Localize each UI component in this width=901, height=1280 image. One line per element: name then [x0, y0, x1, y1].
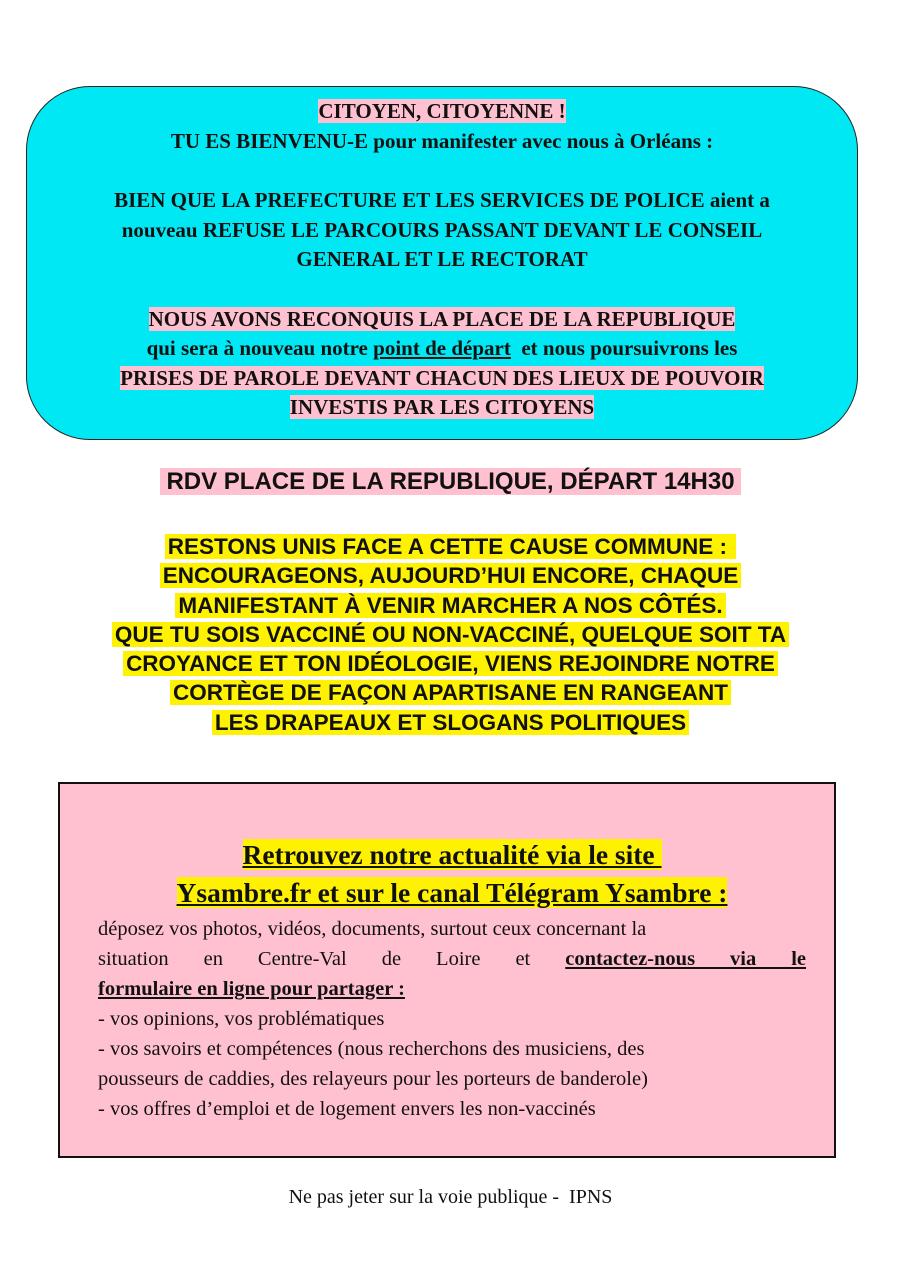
reconquis-line-2 — [27, 334, 857, 364]
unite-line-6: CORTÈGE DE FAÇON APARTISANE EN RANGEANT — [170, 680, 731, 705]
contact-title-line-1: Retrouvez notre actualité via le site — [242, 839, 662, 870]
intro-box — [26, 86, 858, 440]
contact-body-line-6: pousseurs de caddies, des relayeurs pour les porteurs de banderole) — [98, 1068, 648, 1090]
reconquis-line-1: NOUS AVONS RECONQUIS LA PLACE DE LA REPUBLIQUE — [148, 306, 736, 331]
prefecture-line-2: nouveau REFUSE LE PARCOURS PASSANT DEVANT LE CONSEIL — [121, 217, 763, 242]
prefecture-line-3: GENERAL ET LE RECTORAT — [296, 247, 588, 271]
unite-line-3: MANIFESTANT À VENIR MARCHER A NOS CÔTÉS. — [175, 593, 725, 618]
intro-greeting: CITOYEN, CITOYENNE ! — [318, 99, 566, 123]
contact-body — [98, 914, 806, 1124]
contact-title — [98, 836, 806, 912]
contact-title-line-2: Ysambre.fr et sur le canal Télégram Ysambre : — [176, 877, 728, 908]
contact-body-line-5: - vos savoirs et compétences (nous recherchons des musiciens, des — [98, 1038, 645, 1060]
intro-welcome: TU ES BIENVENU-E pour manifester avec nous à Orléans : — [170, 128, 714, 153]
reconquis-line-3: PRISES DE PAROLE DEVANT CHACUN DES LIEUX DE POUVOIR — [120, 365, 764, 390]
reconquis-line-2c: et nous poursuivrons les — [510, 336, 738, 360]
unite-line-5: CROYANCE ET TON IDÉOLOGIE, VIENS REJOINDRE NOTRE — [123, 651, 778, 676]
contact-link-text: contactez-nous via le — [565, 948, 807, 970]
unite-line-2: ENCOURAGEONS, AUJOURD’HUI ENCORE, CHAQUE — [160, 563, 741, 588]
rdv-heading — [0, 463, 901, 501]
reconquis-line-4: INVESTIS PAR LES CITOYENS — [289, 395, 595, 419]
point-de-depart: point de départ — [373, 336, 511, 360]
contact-box — [58, 782, 836, 1158]
reconquis-line-2a: qui sera à nouveau notre — [146, 336, 374, 360]
unite-line-1: RESTONS UNIS FACE A CETTE CAUSE COMMUNE : — [165, 534, 736, 559]
prefecture-line-1: BIEN QUE LA PREFECTURE ET LES SERVICES DE POLICE aient a — [114, 188, 770, 212]
contact-body-line-7: - vos offres d’emploi et de logement envers les non-vaccinés — [98, 1098, 596, 1120]
contact-body-line-3: formulaire en ligne pour partager : — [98, 978, 405, 1000]
footer-note: Ne pas jeter sur la voie publique - IPNS — [288, 1186, 613, 1208]
unite-line-4: QUE TU SOIS VACCINÉ OU NON-VACCINÉ, QUELQUE SOIT TA — [112, 622, 789, 647]
unite-line-7: LES DRAPEAUX ET SLOGANS POLITIQUES — [212, 710, 689, 735]
contact-body-line-2a: situation en Centre-Val de Loire et — [98, 948, 566, 970]
rdv-text: RDV PLACE DE LA REPUBLIQUE, DÉPART 14H30 — [160, 468, 740, 495]
contact-body-line-4: - vos opinions, vos problématiques — [98, 1008, 385, 1030]
call-to-unite — [0, 532, 901, 737]
contact-body-line-1: déposez vos photos, vidéos, documents, surtout ceux concernant la — [98, 918, 647, 940]
contact-body-line-2 — [98, 944, 806, 974]
